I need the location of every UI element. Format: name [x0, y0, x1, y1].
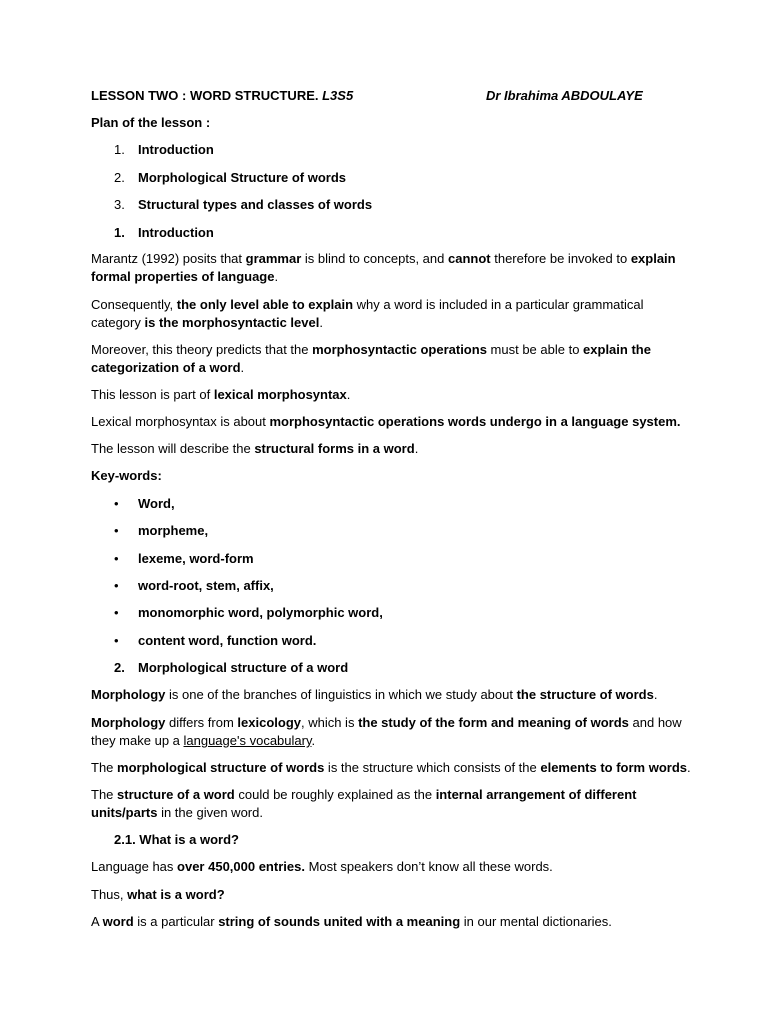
text-run: Language has	[91, 859, 178, 874]
keywords-heading: Key-words:	[91, 468, 162, 483]
plan-item-introduction: Introduction	[138, 142, 214, 157]
text-run-bold: explain the categorization of a word	[91, 342, 651, 375]
text-run-bold: over 450,000 entries.	[177, 859, 305, 874]
text-run-bold: morphosyntactic operations words undergo in a language system.	[269, 414, 681, 429]
vocabulary-link[interactable]: language's vocabulary	[183, 733, 312, 748]
text-run-bold: Morphology	[91, 715, 166, 730]
text-run: is blind to concepts, and	[301, 251, 448, 266]
bullet-icon: •	[114, 633, 119, 648]
text-run: .	[240, 360, 245, 375]
text-run-bold: what is a word?	[127, 887, 225, 902]
text-run: This lesson is part of	[91, 387, 214, 402]
bullet-icon: •	[114, 523, 119, 538]
text-run: .	[319, 315, 323, 330]
keyword-item: morpheme,	[138, 523, 209, 538]
text-run: .	[687, 760, 691, 775]
lesson-code: L3S5	[322, 88, 354, 103]
text-run: could be roughly explained as the	[234, 787, 436, 802]
section2-title: Morphological structure of a word	[138, 660, 349, 675]
paragraph-moreover	[91, 341, 691, 377]
text-run-bold: word	[102, 914, 134, 929]
text-run-bold: is the morphosyntactic level	[144, 315, 320, 330]
text-run: Marantz (1992) posits that	[91, 251, 246, 266]
paragraph-lesson-part	[91, 386, 691, 404]
text-run: therefore be invoked to	[490, 251, 631, 266]
text-run-bold: the structure of words	[516, 687, 654, 702]
text-run: .	[346, 387, 351, 402]
text-run: .	[414, 441, 419, 456]
paragraph-thus	[91, 886, 691, 904]
text-run: is a particular	[133, 914, 219, 929]
text-run-bold: grammar	[245, 251, 302, 266]
text-run-bold: structural forms in a word	[254, 441, 415, 456]
text-run-bold: morphological structure of words	[117, 760, 325, 775]
lesson-title-text: LESSON TWO : WORD STRUCTURE.	[91, 88, 323, 103]
text-run-bold: the only level able to explain	[176, 297, 354, 312]
text-run: The lesson will describe the	[91, 441, 255, 456]
keyword-item: monomorphic word, polymorphic word,	[138, 605, 383, 620]
text-run-bold: elements to form words	[540, 760, 687, 775]
text-run-bold: string of sounds united with a meaning	[218, 914, 461, 929]
text-run: in our mental dictionaries.	[460, 914, 612, 929]
paragraph-word-definition	[91, 913, 691, 931]
bullet-icon: •	[114, 605, 119, 620]
text-run: .	[311, 733, 316, 748]
keyword-item: word-root, stem, affix,	[138, 578, 274, 593]
text-run: why a word is included in a particular grammatical category	[91, 297, 644, 330]
paragraph-structure-of-word	[91, 786, 691, 822]
text-run: Most speakers don’t know all these words.	[304, 859, 553, 874]
text-run: The	[91, 787, 118, 802]
paragraph-lexicology	[91, 714, 691, 750]
text-run: is the structure which consists of the	[324, 760, 541, 775]
subsection-what-is-a-word: 2.1. What is a word?	[114, 832, 239, 847]
text-run: , which is	[300, 715, 359, 730]
text-run: Consequently,	[91, 297, 177, 312]
text-run: is one of the branches of linguistics in which we study about	[165, 687, 517, 702]
text-run-bold: lexicology	[237, 715, 301, 730]
author-name: Dr Ibrahima ABDOULAYE	[486, 88, 643, 103]
paragraph-lexical-morphosyntax	[91, 413, 691, 431]
paragraph-morphology	[91, 686, 691, 704]
paragraph-marantz	[91, 250, 691, 286]
section1-num: 1.	[114, 225, 125, 240]
bullet-icon: •	[114, 578, 119, 593]
text-run: Lexical morphosyntax is about	[91, 414, 270, 429]
text-run-bold: the study of the form and meaning of words	[358, 715, 629, 730]
text-run-bold: explain formal properties of language	[91, 251, 676, 284]
text-run-bold: internal arrangement of different units/parts	[91, 787, 637, 820]
text-run: and how they make up a	[91, 715, 682, 748]
section1-title: Introduction	[138, 225, 214, 240]
paragraph-morphological-structure	[91, 759, 691, 777]
text-run: Moreover, this theory predicts that the	[91, 342, 313, 357]
section2-num: 2.	[114, 660, 125, 675]
bullet-icon: •	[114, 496, 119, 511]
keyword-item: Word,	[138, 496, 175, 511]
paragraph-entries	[91, 858, 691, 876]
paragraph-lesson-describe	[91, 440, 691, 458]
text-run-bold: Morphology	[91, 687, 166, 702]
text-run: Thus,	[91, 887, 128, 902]
text-run-bold: cannot	[447, 251, 491, 266]
text-run: The	[91, 760, 118, 775]
plan-item-morphological-structure: Morphological Structure of words	[138, 170, 347, 185]
text-run: A	[91, 914, 103, 929]
text-run: in the given word.	[157, 805, 263, 820]
plan-item-num: 3.	[114, 197, 125, 212]
plan-item-structural-types: Structural types and classes of words	[138, 197, 373, 212]
keyword-item: content word, function word.	[138, 633, 317, 648]
plan-heading: Plan of the lesson :	[91, 115, 211, 130]
plan-item-num: 2.	[114, 170, 125, 185]
text-run: .	[274, 269, 279, 284]
text-run: must be able to	[486, 342, 584, 357]
keyword-item: lexeme, word-form	[138, 551, 254, 566]
bullet-icon: •	[114, 551, 119, 566]
text-run: differs from	[165, 715, 238, 730]
text-run-bold: morphosyntactic operations	[312, 342, 487, 357]
plan-item-num: 1.	[114, 142, 125, 157]
text-run: .	[653, 687, 658, 702]
paragraph-consequently	[91, 296, 691, 332]
text-run-bold: lexical morphosyntax	[213, 387, 347, 402]
text-run-bold: structure of a word	[117, 787, 235, 802]
